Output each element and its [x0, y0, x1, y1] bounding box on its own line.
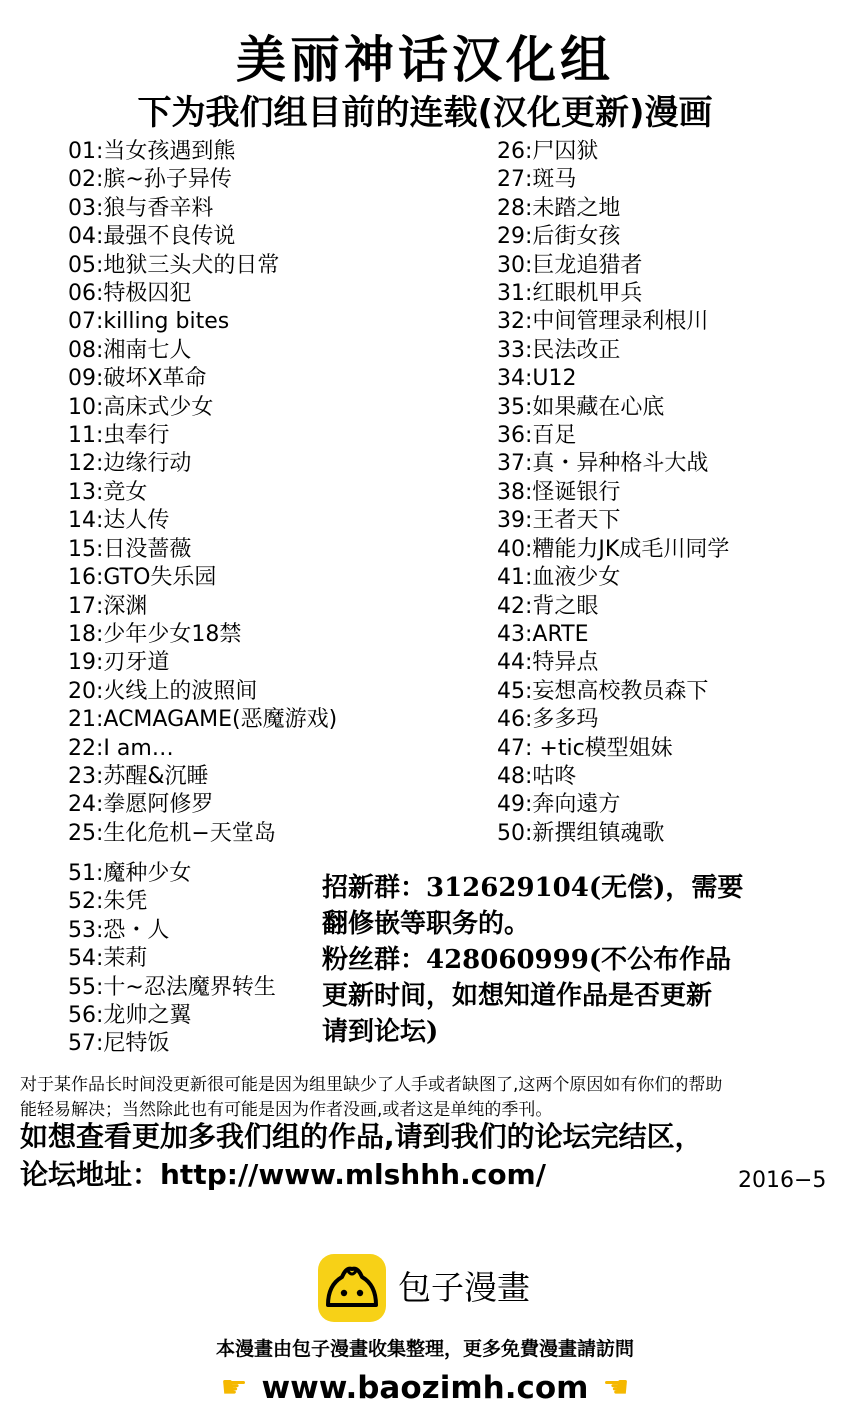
manga-list-item: 29:后街女孩 [497, 224, 621, 250]
manga-list-item: 28:未踏之地 [497, 195, 621, 221]
page-title: 美丽神话汉化组 [236, 31, 614, 89]
pointing-right-icon: ☛ [220, 1370, 248, 1405]
manga-list-item: 25:生化危机−天堂岛 [68, 820, 276, 846]
manga-list-item: 42:背之眼 [497, 593, 599, 619]
manga-list-item: 10:高床式少女 [68, 394, 214, 420]
page-subtitle: 下为我们组目前的连载(汉化更新)漫画 [137, 93, 713, 133]
site-url[interactable]: www.baozimh.com [261, 1370, 589, 1406]
manga-list-item: 07:killing bites [68, 309, 230, 335]
manga-list-item: 24:拳愿阿修罗 [68, 792, 214, 818]
recruit-info [322, 870, 822, 1050]
manga-list-item: 03:狼与香辛料 [68, 195, 214, 221]
note-line: 对于某作品长时间没更新很可能是因为组里缺少了人手或者缺图了,这两个原因如有你们的帮助 [20, 1075, 723, 1095]
manga-list-item: 19:刃牙道 [68, 650, 170, 676]
bun-logo-icon [318, 1254, 386, 1322]
manga-list-bottom [68, 860, 276, 1059]
pointing-left-icon: ☚ [602, 1370, 630, 1405]
manga-list-left [68, 138, 337, 848]
manga-list-item: 50:新撰组镇魂歌 [497, 820, 665, 846]
manga-list-item: 18:少年少女18禁 [68, 621, 242, 647]
fan-group-line: 请到论坛) [322, 1017, 439, 1047]
manga-list-item: 13:竞女 [68, 479, 148, 505]
note-line: 能轻易解决；当然除此也有可能是因为作者没画,或者这是单纯的季刊。 [20, 1100, 553, 1120]
brand-name: 包子漫畫 [398, 1268, 530, 1307]
manga-list-item: 41:血液少女 [497, 565, 621, 591]
manga-list-item: 06:特极囚犯 [68, 281, 192, 307]
manga-list-item: 33:民法改正 [497, 337, 621, 363]
manga-list-item: 36:百足 [497, 423, 577, 449]
manga-list-item: 01:当女孩遇到熊 [68, 139, 236, 164]
manga-list-item: 04:最强不良传说 [68, 224, 236, 250]
manga-list-item: 12:边缘行动 [68, 451, 192, 477]
forum-info [20, 1118, 832, 1194]
manga-list-item: 56:龙帅之翼 [68, 1003, 192, 1029]
manga-list-item: 14:达人传 [68, 508, 170, 534]
forum-line: 如想查看更加多我们组的作品,请到我们的论坛完结区， [20, 1120, 703, 1153]
manga-list-right [497, 138, 729, 848]
manga-list-item: 05:地狱三头犬的日常 [68, 252, 280, 278]
manga-list-item: 53:恐・人 [68, 917, 170, 943]
manga-list-item: 20:火线上的波照间 [68, 678, 258, 704]
collect-notice: 本漫畫由包子漫畫收集整理，更多免費漫畫請訪問 [215, 1338, 634, 1360]
manga-list-item: 46:多多玛 [497, 707, 599, 733]
manga-list-item: 11:虫奉行 [68, 423, 170, 449]
manga-list-item: 02:膑~孙子异传 [68, 167, 232, 193]
manga-list-item: 16:GTO失乐园 [68, 565, 217, 591]
manga-list-item: 32:中间管理录利根川 [497, 309, 709, 335]
manga-list-item: 23:苏醒&沉睡 [68, 763, 209, 789]
manga-list-item: 21:ACMAGAME(恶魔游戏) [68, 707, 338, 733]
manga-list-item: 26:尸囚狱 [497, 139, 599, 164]
manga-list-item: 45:妄想高校教员森下 [497, 678, 709, 704]
manga-list-item: 54:茉莉 [68, 946, 148, 972]
manga-list-item: 09:破坏X革命 [68, 366, 207, 392]
site-link[interactable] [0, 1368, 850, 1408]
manga-list-item: 55:十~忍法魔界转生 [68, 974, 276, 1000]
manga-list-item: 15:日没蔷薇 [68, 536, 192, 562]
manga-list-item: 57:尼特饭 [68, 1031, 170, 1057]
manga-list-item: 37:真・异种格斗大战 [497, 451, 709, 477]
manga-list-item: 48:咕咚 [497, 763, 577, 789]
manga-list-item: 35:如果藏在心底 [497, 394, 665, 420]
update-note [20, 1073, 832, 1123]
manga-list-item: 39:王者天下 [497, 508, 621, 534]
recruit-line: 招新群：312629104(无偿)，需要 [322, 873, 744, 903]
fan-group-line: 更新时间，如想知道作品是否更新 [322, 981, 713, 1011]
manga-list-item: 49:奔向遠方 [497, 792, 621, 818]
manga-list-item: 27:斑马 [497, 167, 577, 193]
manga-list-item: 17:深渊 [68, 593, 148, 619]
manga-list-item: 40:糟能力JK成毛川同学 [497, 536, 730, 562]
manga-list-item: 30:巨龙追猎者 [497, 252, 643, 278]
manga-list-item: 43:ARTE [497, 621, 589, 647]
manga-list-item: 51:魔种少女 [68, 861, 192, 886]
forum-url-line[interactable]: 论坛地址：http://www.mlshhh.com/ [20, 1158, 546, 1191]
recruit-line: 翻修嵌等职务的。 [322, 909, 531, 939]
manga-list-item: 44:特异点 [497, 650, 599, 676]
manga-list-item: 08:湘南七人 [68, 337, 192, 363]
bun-icon-graphic [324, 1263, 380, 1313]
manga-list-item: 22:I am… [68, 735, 174, 761]
fan-group-line: 粉丝群：428060999(不公布作品 [322, 945, 732, 975]
brand[interactable] [318, 1254, 530, 1322]
manga-list-item: 31:红眼机甲兵 [497, 281, 643, 307]
date-label: 2016−5 [738, 1168, 827, 1193]
manga-list-item: 52:朱凭 [68, 889, 148, 915]
manga-list-item: 38:怪诞银行 [497, 479, 621, 505]
manga-list-item: 47: +tic模型姐妹 [497, 735, 673, 761]
manga-list-item: 34:U12 [497, 366, 577, 392]
